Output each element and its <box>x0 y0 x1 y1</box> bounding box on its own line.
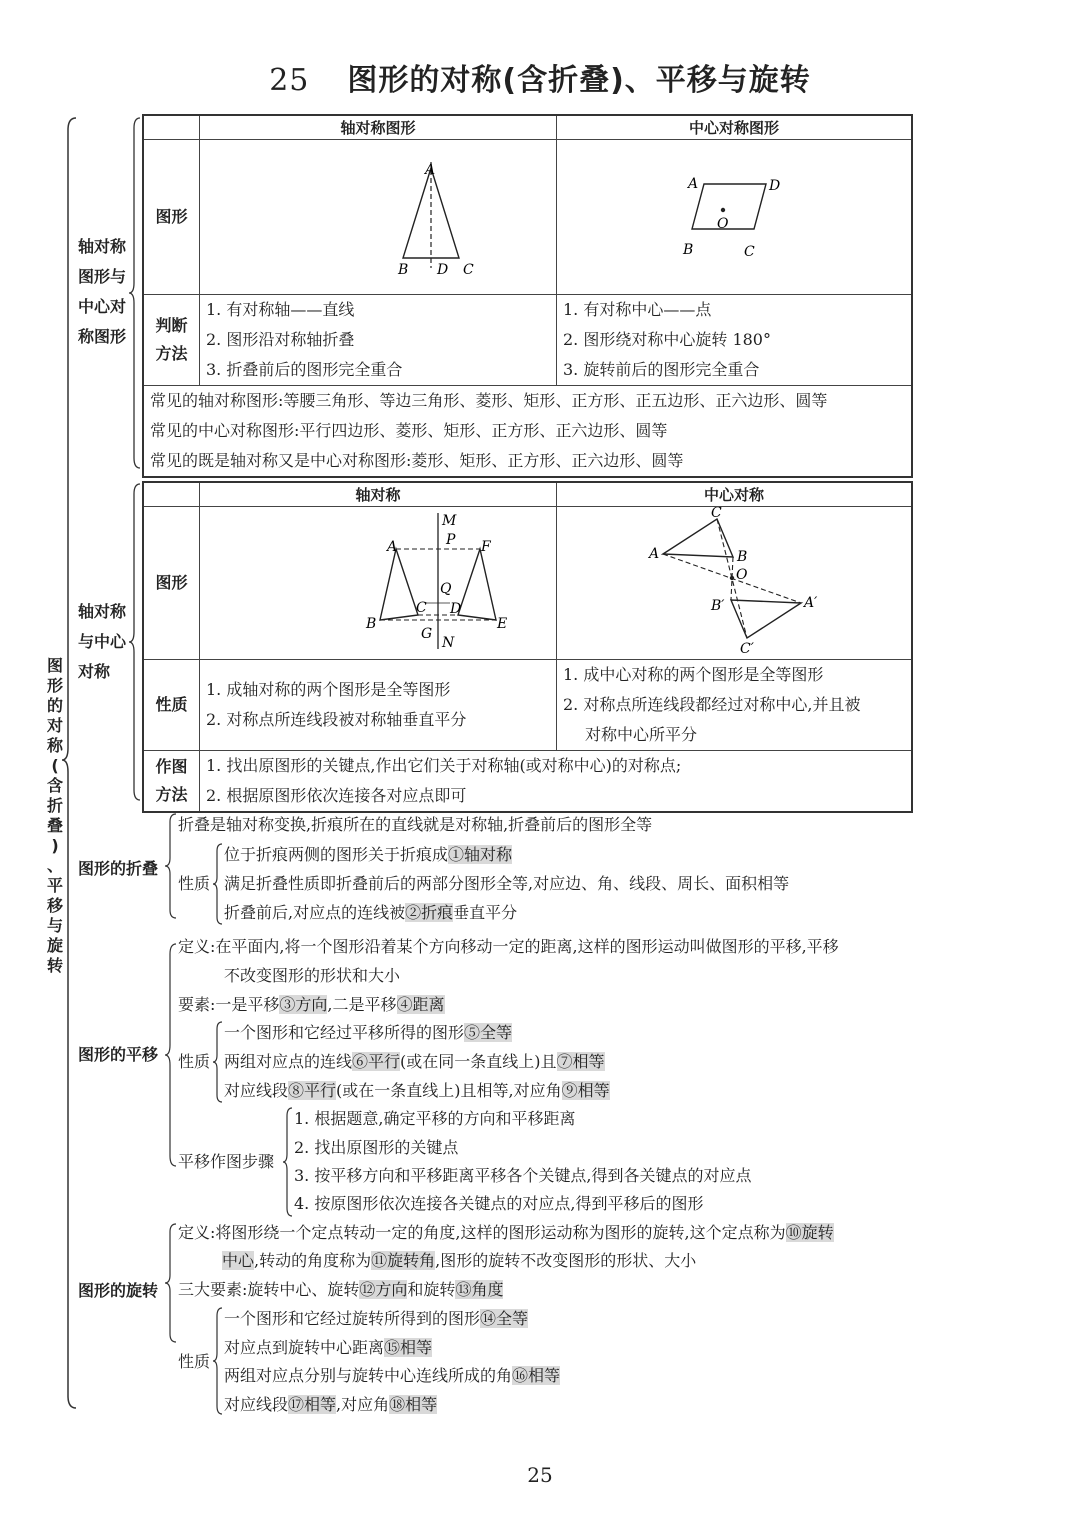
axis-symmetry-diagram <box>200 507 556 655</box>
col-center-figure: 中心对称图形 <box>557 115 913 139</box>
translate-step-4: 4. 按原图形依次连接各关键点的对应点,得到平移后的图形 <box>294 1194 704 1213</box>
rotate-property-3: 两组对应点分别与旋转中心连线所成的角⑯相等 <box>224 1366 561 1385</box>
answer-10: ⑩旋转 <box>785 1223 834 1242</box>
translate-elements: 要素:一是平移③方向,二是平移④距离 <box>178 995 445 1014</box>
label-D: D <box>450 600 462 617</box>
fold-line1: 折叠是轴对称变换,折痕所在的直线就是对称轴,折叠前后的图形全等 <box>178 815 653 834</box>
translate-property-2: 两组对应点的连线⑥平行(或在同一条直线上)且⑦相等 <box>224 1052 605 1071</box>
answer-9: ⑨相等 <box>561 1081 610 1100</box>
side-label-char: 称 <box>46 736 63 755</box>
common-figures-cell: 常见的轴对称图形:等腰三角形、等边三角形、菱形、矩形、正方形、正五边形、正六边形、圆等 常见的中心对称图形:平行四边形、菱形、矩形、正方形、正六边形、圆等 常见的既是轴对称又是中心对称图形:菱形、矩形、正方形、正六边形、圆等 <box>143 385 912 477</box>
label-Q: Q <box>440 580 452 597</box>
side-label-char: 旋 <box>46 936 63 955</box>
translate-def-2: 不改变图形的形状和大小 <box>224 966 401 985</box>
section1-table <box>142 114 913 478</box>
side-label-char: 与 <box>46 916 63 935</box>
page-number: 25 <box>527 1463 553 1487</box>
rotate-brace <box>164 1224 178 1342</box>
section1-label: 轴对称图形与中心对称图形 <box>78 237 127 346</box>
translate-step-3: 3. 按平移方向和平移距离平移各个关键点,得到各关键点的对应点 <box>294 1166 752 1185</box>
answer-3: ③方向 <box>279 995 328 1014</box>
label-B: B <box>366 615 377 632</box>
answer-6: ⑥平行 <box>352 1052 401 1071</box>
fold-property-label: 性质 <box>178 874 211 893</box>
rotate-property-1: 一个图形和它经过旋转所得到的图形⑭全等 <box>224 1309 529 1328</box>
translate-steps-brace <box>282 1108 294 1216</box>
label-A: A <box>688 175 699 192</box>
translate-property-brace <box>212 1022 224 1102</box>
axis-symmetry-figure <box>200 506 557 659</box>
label-M: M <box>442 512 457 529</box>
section2-table <box>142 481 913 813</box>
label-C: C <box>463 261 474 278</box>
center-symmetry-figure <box>557 506 913 659</box>
label-O: O <box>717 215 729 232</box>
label-E: E <box>497 615 508 632</box>
side-label-char: ) <box>51 836 59 855</box>
label-O: O <box>736 566 748 583</box>
isosceles-triangle-figure <box>200 139 557 294</box>
answer-15: ⑮相等 <box>384 1338 433 1357</box>
fold-property-1: 位于折痕两侧的图形关于折痕成①轴对称 <box>224 845 513 864</box>
translate-property-3: 对应线段⑧平行(或在一条直线上)且相等,对应角⑨相等 <box>224 1081 610 1100</box>
center-property-cell: 1. 成中心对称的两个图形是全等图形 2. 对称点所连线段都经过对称中心,并且被 对称中心所平分 <box>557 659 913 750</box>
col-axis-figure: 轴对称图形 <box>200 115 557 139</box>
center-symmetry-diagram <box>557 507 911 655</box>
answer-8: ⑧平行 <box>288 1081 337 1100</box>
label-A: A <box>649 545 660 562</box>
rotate-def-2: 中心,转动的角度称为⑪旋转角,图形的旋转不改变图形的形状、大小 <box>222 1251 697 1270</box>
rotate-property-brace <box>212 1308 224 1414</box>
side-label-char: 图 <box>46 656 63 675</box>
translate-property-1: 一个图形和它经过平移所得的图形⑤全等 <box>224 1023 513 1042</box>
label-B: B <box>737 548 748 565</box>
label-B-prime: B′ <box>711 597 725 614</box>
fold-label: 图形的折叠 <box>78 859 159 878</box>
row-judge-label: 判断方法 <box>143 294 200 385</box>
row-figure-label: 图形 <box>143 139 200 294</box>
side-label-char: 的 <box>46 696 63 715</box>
answer-12: ⑫方向 <box>359 1280 408 1299</box>
answer-11: ⑪旋转角 <box>371 1251 436 1270</box>
isosceles-triangle-diagram <box>200 140 556 290</box>
label-A-prime: A′ <box>804 594 818 611</box>
answer-16: ⑯相等 <box>512 1366 561 1385</box>
fold-property-3: 折叠前后,对应点的连线被②折痕垂直平分 <box>224 903 518 922</box>
answer-7: ⑦相等 <box>556 1052 605 1071</box>
label-C-prime: C′ <box>740 640 754 655</box>
label-B: B <box>398 261 409 278</box>
label-B: B <box>683 241 694 258</box>
page-title: 25 图形的对称(含折叠)、平移与旋转 <box>269 63 811 98</box>
label-C: C <box>711 506 722 521</box>
side-label-char: 叠 <box>46 816 63 835</box>
row-property-label: 性质 <box>143 659 200 750</box>
axis-judge-cell: 1. 有对称轴——直线 2. 图形沿对称轴折叠 3. 折叠前后的图形完全重合 <box>200 294 557 385</box>
fold-brace <box>164 814 178 918</box>
translate-step-2: 2. 找出原图形的关键点 <box>294 1138 459 1157</box>
rotate-property-2: 对应点到旋转中心距离⑮相等 <box>224 1338 433 1357</box>
label-G: G <box>421 625 433 642</box>
answer-5: ⑤全等 <box>464 1023 513 1042</box>
parallelogram-figure <box>557 139 913 294</box>
label-A: A <box>387 538 398 555</box>
center-judge-cell: 1. 有对称中心——点 2. 图形绕对称中心旋转 180° 3. 旋转前后的图形完全重合 <box>557 294 913 385</box>
translate-property-label: 性质 <box>178 1052 211 1071</box>
translate-brace <box>164 944 178 1166</box>
label-F: F <box>481 538 491 555</box>
side-label-char: 含 <box>46 776 63 795</box>
side-label-char: 移 <box>46 896 63 915</box>
answer-13: ⑬角度 <box>455 1280 504 1299</box>
side-label-char: 折 <box>46 796 63 815</box>
section2-label: 轴对称与中心对称 <box>78 602 127 681</box>
axis-property-cell: 1. 成轴对称的两个图形是全等图形 2. 对称点所连线段被对称轴垂直平分 <box>200 659 557 750</box>
rotate-label: 图形的旋转 <box>78 1281 159 1300</box>
col-axis-symmetry: 轴对称 <box>200 482 557 506</box>
rotate-def-1: 定义:将图形绕一个定点转动一定的角度,这样的图形运动称为图形的旋转,这个定点称为⑩旋转 <box>178 1223 834 1242</box>
side-label-char: 转 <box>46 956 63 975</box>
method-cell: 1. 找出原图形的关键点,作出它们关于对称轴(或对称中心)的对称点; 2. 根据原图形依次连接各对应点即可 <box>200 750 913 812</box>
answer-17: ⑰相等 <box>288 1395 337 1414</box>
section1-brace <box>128 118 142 468</box>
side-label <box>46 656 64 976</box>
side-label-char: ( <box>51 756 59 775</box>
answer-4: ④距离 <box>396 995 445 1014</box>
parallelogram-diagram <box>557 140 911 290</box>
translate-steps-label: 平移作图步骤 <box>178 1152 275 1171</box>
label-D: D <box>769 177 781 194</box>
rotate-property-4: 对应线段⑰相等,对应角⑱相等 <box>224 1395 438 1414</box>
label-N: N <box>442 634 455 651</box>
answer-1: ①轴对称 <box>448 845 513 864</box>
answer-18: ⑱相等 <box>389 1395 438 1414</box>
label-C: C <box>744 243 755 260</box>
section2-brace <box>128 484 142 800</box>
side-label-char: 对 <box>46 716 63 735</box>
side-label-char: 、 <box>46 856 63 875</box>
rotate-property-label: 性质 <box>178 1352 211 1371</box>
answer-14: ⑭全等 <box>480 1309 529 1328</box>
label-P: P <box>446 531 456 548</box>
side-label-char: 平 <box>46 876 63 895</box>
label-A: A <box>425 161 436 178</box>
col-center-symmetry: 中心对称 <box>557 482 913 506</box>
label-D: D <box>437 261 449 278</box>
fold-property-2: 满足折叠性质即折叠前后的两部分图形全等,对应边、角、线段、周长、面积相等 <box>224 874 790 893</box>
side-label-char: 形 <box>46 676 63 695</box>
translate-def-1: 定义:在平面内,将一个图形沿着某个方向移动一定的距离,这样的图形运动叫做图形的平移,平移 <box>178 937 839 956</box>
translate-step-1: 1. 根据题意,确定平移的方向和平移距离 <box>294 1109 576 1128</box>
answer-2: ②折痕 <box>405 903 454 922</box>
rotate-elements: 三大要素:旋转中心、旋转⑫方向和旋转⑬角度 <box>178 1280 504 1299</box>
fold-property-brace <box>212 844 224 924</box>
label-C: C <box>416 599 427 616</box>
row-figure-label: 图形 <box>143 506 200 659</box>
row-method-label: 作图方法 <box>143 750 200 812</box>
translate-label: 图形的平移 <box>78 1045 159 1064</box>
